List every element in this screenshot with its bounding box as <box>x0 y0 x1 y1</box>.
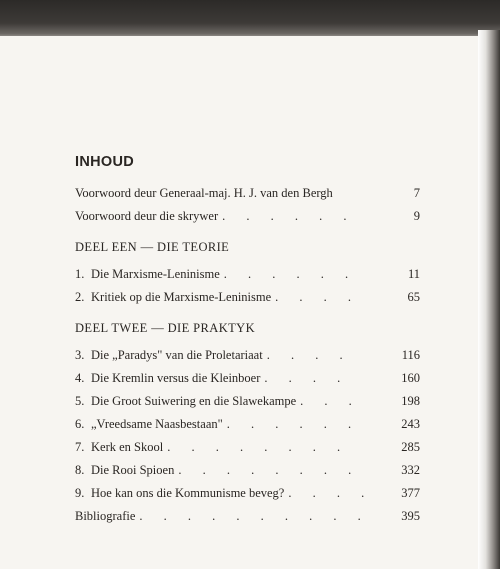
toc-page-number: 332 <box>401 463 420 477</box>
chapter-title: Die „Paradys" van die Proletariaat <box>91 348 263 362</box>
part-one-heading: DEEL EEN — DIE TEORIE <box>75 240 230 254</box>
toc-entry-chapter-7 <box>75 440 420 463</box>
toc-entry-label <box>75 290 271 305</box>
toc-leader-dots: . . . . . . . . <box>178 463 361 477</box>
toc-entry-chapter-6 <box>75 417 420 440</box>
toc-leader-dots: . . . . <box>264 371 350 385</box>
toc-entry-bibliography <box>75 509 420 532</box>
toc-leader-dots: . . . . . . . . <box>167 440 350 454</box>
toc-page-number: 198 <box>401 394 420 408</box>
toc-page-number: 395 <box>401 509 420 523</box>
toc-page-number: 243 <box>401 417 420 431</box>
toc-page-number: 65 <box>407 290 420 304</box>
chapter-number: 8. <box>75 463 85 477</box>
toc-leader-dots: . . . . . . <box>226 417 361 431</box>
chapter-number: 2. <box>75 290 85 304</box>
toc-page-number: 7 <box>413 186 420 200</box>
toc-entry-label <box>75 267 220 282</box>
toc-entry-label <box>75 440 163 455</box>
table-of-contents <box>75 186 420 532</box>
chapter-title: Die Groot Suiwering en die Slawekampe <box>91 394 297 408</box>
toc-entry-label <box>75 371 260 386</box>
toc-entry-foreword-author <box>75 209 420 232</box>
toc-page-number: 160 <box>401 371 420 385</box>
chapter-number: 9. <box>75 486 85 500</box>
chapter-title: Hoe kan ons die Kommunisme beveg? <box>91 486 285 500</box>
page-edge-shadow <box>478 30 500 569</box>
toc-entry-label: Bibliografie <box>75 509 136 523</box>
chapter-title: Kerk en Skool <box>91 440 164 454</box>
chapter-title: Die Rooi Spioen <box>91 463 175 477</box>
toc-entry-label <box>75 394 296 409</box>
chapter-number: 3. <box>75 348 85 362</box>
toc-entry-label <box>75 417 223 432</box>
chapter-title: „Vreedsame Naasbestaan" <box>91 417 223 431</box>
toc-entry-label <box>75 348 263 363</box>
chapter-number: 5. <box>75 394 85 408</box>
chapter-number: 7. <box>75 440 85 454</box>
toc-entry-chapter-2 <box>75 290 420 313</box>
toc-leader-dots: . . . . <box>266 348 352 362</box>
toc-leader-dots: . . . . <box>288 486 374 500</box>
chapter-title: Die Kremlin versus die Kleinboer <box>91 371 261 385</box>
chapter-number: 6. <box>75 417 85 431</box>
toc-leader-dots: . . . . . . . . . . <box>139 509 370 523</box>
toc-entry-label: Voorwoord deur Generaal-maj. H. J. van den Bergh <box>75 186 333 200</box>
toc-entry-chapter-1 <box>75 267 420 290</box>
toc-entry-chapter-8 <box>75 463 420 486</box>
toc-leader-dots: . . . <box>300 394 361 408</box>
toc-page-number: 285 <box>401 440 420 454</box>
contents-heading: INHOUD <box>75 154 134 170</box>
toc-page-number: 11 <box>407 267 420 281</box>
chapter-number: 4. <box>75 371 85 385</box>
part-two-heading: DEEL TWEE — DIE PRAKTYK <box>75 321 256 335</box>
toc-leader-dots: . . . . . . <box>222 209 356 223</box>
toc-entry-label <box>75 486 284 501</box>
toc-page-number: 9 <box>413 209 420 223</box>
toc-entry-label <box>75 463 174 478</box>
chapter-title: Kritiek op die Marxisme-Leninisme <box>91 290 272 304</box>
toc-leader-dots: . . . . . . <box>223 267 358 281</box>
toc-entry-chapter-4 <box>75 371 420 394</box>
toc-entry-chapter-9 <box>75 486 420 509</box>
toc-page-number: 377 <box>401 486 420 500</box>
toc-leader-dots: . . . . <box>275 290 361 304</box>
chapter-number: 1. <box>75 267 85 281</box>
toc-entry-foreword-general <box>75 186 420 209</box>
chapter-title: Die Marxisme-Leninisme <box>91 267 220 281</box>
toc-entry-label: Voorwoord deur die skrywer <box>75 209 219 223</box>
toc-page-number: 116 <box>401 348 420 362</box>
toc-entry-chapter-5 <box>75 394 420 417</box>
toc-entry-chapter-3 <box>75 348 420 371</box>
